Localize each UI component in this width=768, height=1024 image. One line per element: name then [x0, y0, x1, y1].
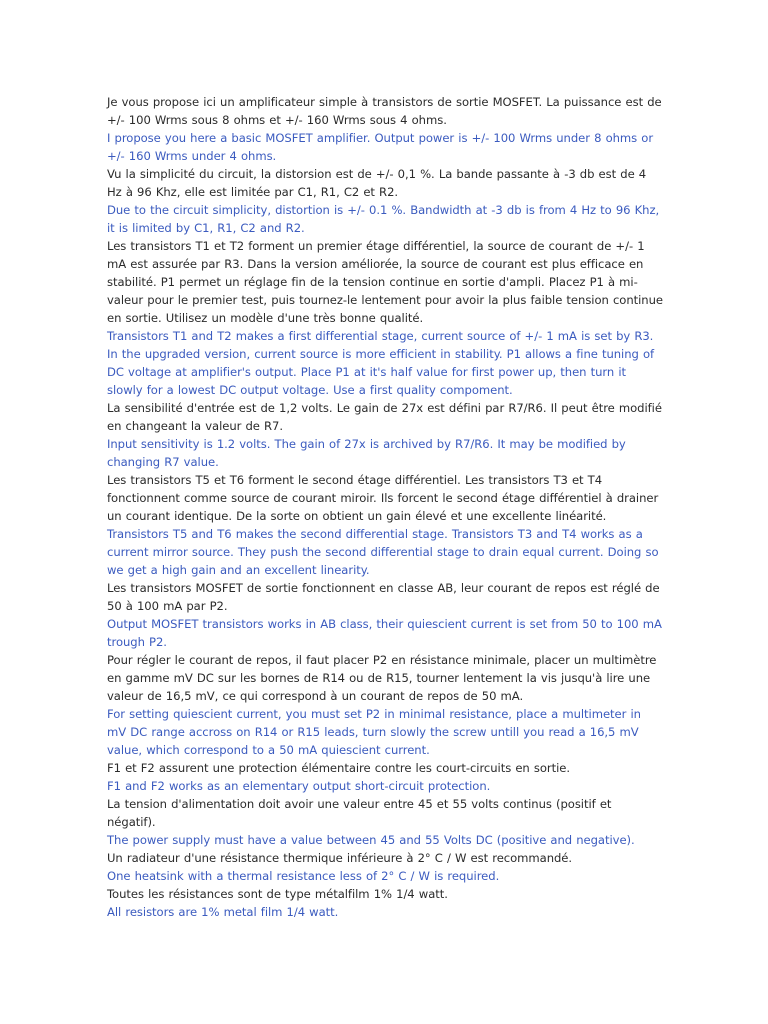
- paragraph-fr-heatsink: Un radiateur d'une résistance thermique inférieure à 2° C / W est recommandé.: [107, 851, 573, 865]
- paragraph-fr-power-supply: La tension d'alimentation doit avoir une valeur entre 45 et 55 volts continus (positif et négatif).: [107, 797, 612, 829]
- paragraph-en-intro: I propose you here a basic MOSFET amplifier. Output power is +/- 100 Wrms under 8 ohms or +/- 160 Wrms under 4 ohms.: [107, 131, 654, 163]
- paragraph-fr-second-stage: Les transistors T5 et T6 forment le second étage différentiel. Les transistors T3 et T4 fonctionnent comme source de courant miroir. Ils forcent le second étage différentiel à drainer un courant identique. De la sorte on obtient un gain élevé et une excellente linéarité.: [107, 473, 659, 523]
- paragraph-en-sensitivity: Input sensitivity is 1.2 volts. The gain of 27x is archived by R7/R6. It may be modified by changing R7 value.: [107, 437, 626, 469]
- paragraph-en-distortion: Due to the circuit simplicity, distortion is +/- 0.1 %. Bandwidth at -3 db is from 4 Hz to 96 Khz, it is limited by C1, R1, C2 and R2.: [107, 203, 660, 235]
- paragraph-en-second-stage: Transistors T5 and T6 makes the second differential stage. Transistors T3 and T4 works as a current mirror source. They push the second differential stage to drain equal current. Doing so we get a high gain and an excellent linearity.: [107, 527, 659, 577]
- paragraph-en-quiescent-setting: For setting quiescient current, you must set P2 in minimal resistance, place a multimeter in mV DC range accross on R14 or R15 leads, turn slowly the screw untill you read a 16,5 mV value, which correspond to a 50 mA quiescient current.: [107, 707, 641, 757]
- paragraph-fr-protection: F1 et F2 assurent une protection élémentaire contre les court-circuits en sortie.: [107, 761, 570, 775]
- paragraph-en-heatsink: One heatsink with a thermal resistance less of 2° C / W is required.: [107, 869, 500, 883]
- paragraph-fr-first-stage: Les transistors T1 et T2 forment un premier étage différentiel, la source de courant de +/- 1 mA est assurée par R3. Dans la version améliorée, la source de courant est plus efficace en stabilité. P1 permet un réglage fin de la tension continue en sortie d'ampli. Placez P1 à mi-valeur pour le premier test, puis tournez-le lentement pour avoir la plus faible tension continue en sortie. Utilisez un modèle d'une très bonne qualité.: [107, 239, 663, 325]
- paragraph-fr-output-class: Les transistors MOSFET de sortie fonctionnent en classe AB, leur courant de repos est réglé de 50 à 100 mA par P2.: [107, 581, 660, 613]
- paragraph-fr-distortion: Vu la simplicité du circuit, la distorsion est de +/- 0,1 %. La bande passante à -3 db est de 4 Hz à 96 Khz, elle est limitée par C1, R1, C2 et R2.: [107, 167, 647, 199]
- paragraph-fr-resistors: Toutes les résistances sont de type métalfilm 1% 1/4 watt.: [107, 887, 448, 901]
- paragraph-fr-quiescent-setting: Pour régler le courant de repos, il faut placer P2 en résistance minimale, placer un multimètre en gamme mV DC sur les bornes de R14 ou de R15, tourner lentement la vis jusqu'à lire une valeur de 16,5 mV, ce qui correspond à un courant de repos de 50 mA.: [107, 653, 657, 703]
- document-body: [107, 93, 663, 921]
- paragraph-en-power-supply: The power supply must have a value between 45 and 55 Volts DC (positive and negative).: [107, 833, 635, 847]
- paragraph-fr-sensitivity: La sensibilité d'entrée est de 1,2 volts. Le gain de 27x est défini par R7/R6. Il peut être modifié en changeant la valeur de R7.: [107, 401, 662, 433]
- paragraph-fr-intro: Je vous propose ici un amplificateur simple à transistors de sortie MOSFET. La puissance est de +/- 100 Wrms sous 8 ohms et +/- 160 Wrms sous 4 ohms.: [107, 95, 662, 127]
- paragraph-en-first-stage: Transistors T1 and T2 makes a first differential stage, current source of +/- 1 mA is set by R3. In the upgraded version, current source is more efficient in stability. P1 allows a fine tuning of DC voltage at amplifier's output. Place P1 at it's half value for first power up, then turn it slowly for a lowest DC output voltage. Use a first quality compoment.: [107, 329, 655, 397]
- paragraph-en-protection: F1 and F2 works as an elementary output short-circuit protection.: [107, 779, 491, 793]
- paragraph-en-resistors: All resistors are 1% metal film 1/4 watt.: [107, 905, 339, 919]
- paragraph-en-output-class: Output MOSFET transistors works in AB class, their quiescient current is set from 50 to 100 mA trough P2.: [107, 617, 662, 649]
